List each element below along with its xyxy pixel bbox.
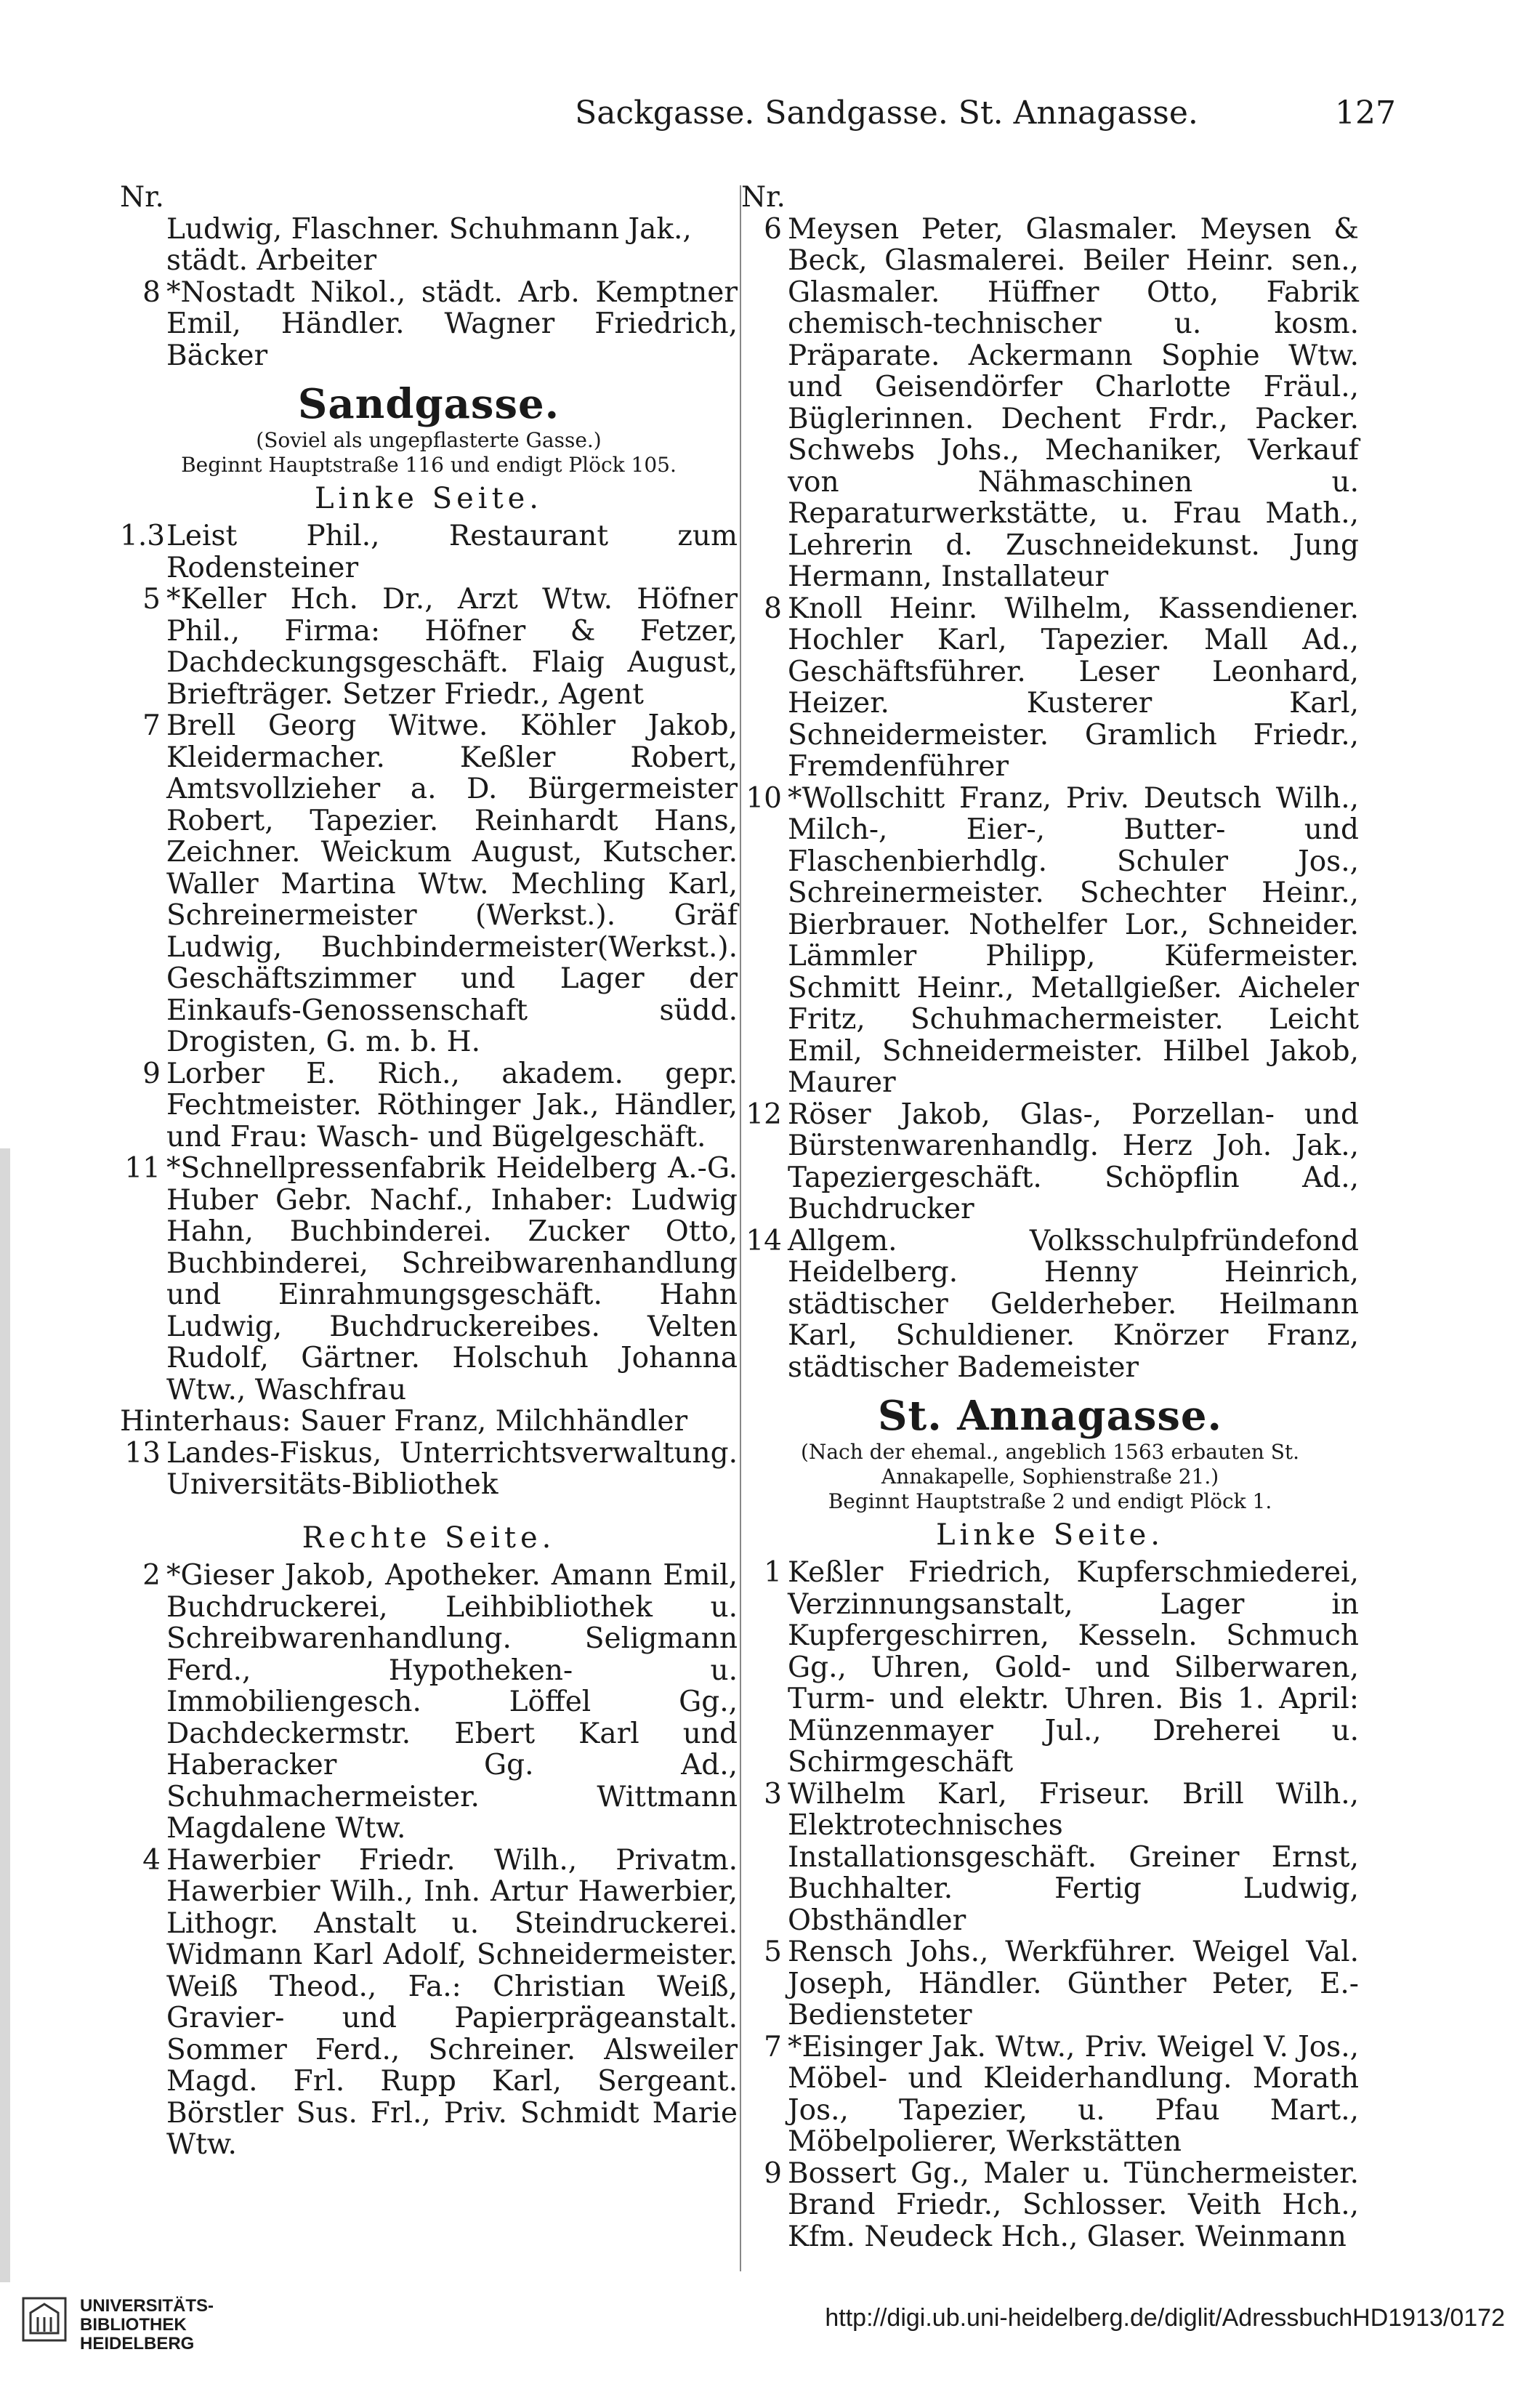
library-logo-icon [22, 2297, 67, 2342]
entry-text: *Keller Hch. Dr., Arzt Wtw. Höfner Phil., Firma: Höfner & Fetzer, Dachdeckungsgeschäft. Flaig August, Briefträger. Setzer Friedr., Agent [166, 583, 738, 711]
library-name-line: BIBLIOTHEK [80, 2315, 187, 2335]
right-column [741, 182, 1359, 2252]
entry-text: Keßler Friedrich, Kupferschmiederei, Verzinnungsanstalt, Lager in Kupfergeschirren, Kesseln. Schmuch Gg., Uhren, Gold- und Silberwaren, Turm- und elektr. Uhren. Bis 1. April: Münzenmayer Jul., Dreherei u. Schirmgeschäft [788, 1556, 1359, 1779]
side-heading: Rechte Seite. [302, 1521, 556, 1555]
house-number: 5 [764, 1936, 782, 1968]
entry-text: *Gieser Jakob, Apotheker. Amann Emil, Buchdruckerei, Leihbibliothek u. Schreibwarenhandlung. Seligmann Ferd., Hypotheken- u. Immobiliengesch. Löffel Gg., Dachdeckermstr. Ebert Karl und Haberacker Gg. Ad., Schuhmachermeister. Wittmann Magdalene Wtw. [166, 1559, 738, 1845]
house-number: 2 [142, 1559, 161, 1592]
street-title: St. Annagasse. [877, 1392, 1223, 1440]
house-number: 1 [764, 1556, 782, 1589]
list-item [120, 1058, 738, 1153]
entry-text: Meysen Peter, Glasmaler. Meysen & Beck, Glasmalerei. Beiler Heinr. sen., Glasmaler. Hüffner Otto, Fabrik chemisch-technischer u. kosm. Präparate. Ackermann Sophie Wtw. und Geisendörfer Charlotte Fräul., Büglerinnen. Dechent Frdr., Packer. Schwebs Johs., Mechaniker, Verkauf von Nähmaschinen u. Reparaturwerkstätte, u. Frau Math., Lehrerin d. Zuschneidekunst. Jung Hermann, Installateur [788, 212, 1359, 593]
list-item [120, 1845, 738, 2161]
list-item [741, 1936, 1359, 2032]
house-number: 4 [142, 1843, 161, 1877]
left-column [120, 182, 738, 2161]
list-item [741, 783, 1359, 1099]
house-number: 5 [142, 583, 161, 616]
list-item [120, 520, 738, 584]
library-name [80, 2297, 214, 2353]
entry-text: Lorber E. Rich., akadem. gepr. Fechtmeister. Röthinger Jak., Händler, und Frau: Wasch- und Bügelgeschäft. [166, 1057, 738, 1153]
entry-text: Hawerbier Friedr. Wilh., Privatm. Hawerbier Wilh., Inh. Artur Hawerbier, Lithogr. Anstalt u. Steindruckerei. Widmann Karl Adolf, Schneidermeister. Weiß Theod., Fa.: Christian Weiß, Gravier- und Papierprägeanstalt. Sommer Ferd., Schreiner. Alsweiler Magd. Frl. Rupp Karl, Sergeant. Börstler Sus. Frl., Priv. Schmidt Marie Wtw. [166, 1843, 738, 2161]
list-item [741, 1099, 1359, 1225]
house-number: 13 [124, 1436, 161, 1470]
entry-text: Rensch Johs., Werkführer. Weigel Val. Joseph, Händler. Günther Peter, E.-Bediensteter [788, 1936, 1359, 2032]
house-number: 6 [764, 212, 782, 246]
source-url-link[interactable]: http://digi.ub.uni-heidelberg.de/diglit/AdressbuchHD1913/0172 [825, 2304, 1505, 2332]
house-number: 8 [764, 592, 782, 625]
street-begin: Beginnt Hauptstraße 2 und endigt Plöck 1. [828, 1489, 1272, 1513]
list-item [741, 593, 1359, 783]
entry-text: Wilhelm Karl, Friseur. Brill Wilh., Elektrotechnisches Installationsgeschäft. Greiner Ernst, Buchhalter. Fertig Ludwig, Obsthändler [788, 1777, 1359, 1937]
house-number: 3 [764, 1777, 782, 1811]
house-number: 11 [124, 1152, 161, 1185]
running-header: Sackgasse. Sandgasse. St. Annagasse. [575, 94, 1198, 132]
house-number: 9 [142, 1057, 161, 1090]
entry-text: *Schnellpressenfabrik Heidelberg A.-G. Huber Gebr. Nachf., Inhaber: Ludwig Hahn, Buchbinderei. Zucker Otto, Buchbinderei, Schreibwarenhandlung und Einrahmungsgeschäft. Hahn Ludwig, Buchdruckereibes. Velten Rudolf, Gärtner. Holschuh Johanna Wtw., Waschfrau [166, 1152, 738, 1406]
page-edge-shading [0, 1148, 10, 2282]
list-item [741, 2158, 1359, 2253]
list-item [741, 2032, 1359, 2158]
street-note: (Soviel als ungepflasterte Gasse.) [256, 427, 602, 452]
list-item: Hinterhaus: Sauer Franz, Milchhändler [120, 1405, 688, 1438]
house-number: 8 [142, 275, 161, 309]
list-item [120, 277, 738, 372]
library-name-line: UNIVERSITÄTS- [80, 2296, 214, 2316]
list-item [120, 1153, 738, 1406]
side-heading: Linke Seite. [935, 1518, 1165, 1552]
entry-text: *Wollschitt Franz, Priv. Deutsch Wilh., Milch-, Eier-, Butter- und Flaschenbierhdlg. Schuler Jos., Schreinermeister. Schechter Heinr., Bierbrauer. Nothelfer Lor., Schneider. Lämmler Philipp, Küfermeister. Schmitt Heinr., Metallgießer. Aicheler Fritz, Schuhmachermeister. Leicht Emil, Schneidermeister. Hilbel Jakob, Maurer [788, 781, 1359, 1099]
street-title: Sandgasse. [297, 380, 560, 428]
page-number: 127 [1335, 94, 1396, 132]
side-heading: Linke Seite. [314, 481, 544, 515]
nr-label: Nr. [741, 181, 786, 214]
list-item: Ludwig, Flaschner. Schuhmann Jak., städt. Arbeiter [166, 212, 692, 277]
street-begin: Beginnt Hauptstraße 116 und endigt Plöck 105. [181, 452, 677, 477]
entry-text: Allgem. Volksschulpfründefond Heidelberg. Henny Heinrich, städtischer Gelderheber. Heilmann Karl, Schuldiener. Knörzer Franz, städtischer Bademeister [788, 1224, 1359, 1384]
nr-label: Nr. [120, 181, 164, 214]
library-name-line: HEIDELBERG [80, 2334, 195, 2353]
list-item [741, 1779, 1359, 1937]
house-number: 7 [142, 709, 161, 742]
entry-text: Knoll Heinr. Wilhelm, Kassendiener. Hochler Karl, Tapezier. Mall Ad., Geschäftsführer. Leser Leonhard, Heizer. Kusterer Karl, Schneidermeister. Gramlich Friedr., Fremdenführer [788, 592, 1359, 783]
entry-text: Landes-Fiskus, Unterrichtsverwaltung. Universitäts-Bibliothek [166, 1436, 738, 1501]
entry-text: *Eisinger Jak. Wtw., Priv. Weigel V. Jos., Möbel- und Kleiderhandlung. Morath Jos., Tapezier, u. Pfau Mart., Möbelpolierer, Werkstätten [788, 2030, 1359, 2158]
list-item [741, 214, 1359, 593]
entry-text: Röser Jakob, Glas-, Porzellan- und Bürstenwarenhandlg. Herz Joh. Jak., Tapeziergeschäft. Schöpflin Ad., Buchdrucker [788, 1098, 1359, 1225]
list-item [120, 710, 738, 1058]
entry-text: Leist Phil., Restaurant zum Rodensteiner [166, 520, 738, 584]
street-note: (Nach der ehemal., angeblich 1563 erbauten St. Annakapelle, Sophienstraße 21.) [800, 1439, 1300, 1489]
entry-text: Brell Georg Witwe. Köhler Jakob, Kleidermacher. Keßler Robert, Amtsvollzieher a. D. Bürgermeister Robert, Tapezier. Reinhardt Hans, Zeichner. Weickum August, Kutscher. Waller Martina Wtw. Mechling Karl, Schreinermeister (Werkst.). Gräf Ludwig, Buchbindermeister(Werkst.). Geschäftszimmer und Lager der Einkaufs-Genossenschaft südd. Drogisten, G. m. b. H. [166, 709, 738, 1058]
house-number: 1.3 [120, 520, 166, 552]
house-number: 9 [764, 2157, 782, 2190]
house-number: 14 [746, 1224, 782, 1257]
footer-bar [0, 2290, 1534, 2408]
house-number: 12 [746, 1098, 782, 1131]
list-item [120, 584, 738, 710]
house-number: 10 [746, 781, 782, 815]
list-item [120, 1438, 738, 1501]
house-number: 7 [764, 2030, 782, 2063]
list-item [741, 1225, 1359, 1384]
list-item [741, 1557, 1359, 1779]
entry-text: *Nostadt Nikol., städt. Arb. Kemptner Emil, Händler. Wagner Friedrich, Bäcker [166, 275, 738, 372]
entry-text: Bossert Gg., Maler u. Tünchermeister. Brand Friedr., Schlosser. Veith Hch., Kfm. Neudeck Hch., Glaser. Weinmann [788, 2157, 1359, 2253]
list-item [120, 1560, 738, 1845]
